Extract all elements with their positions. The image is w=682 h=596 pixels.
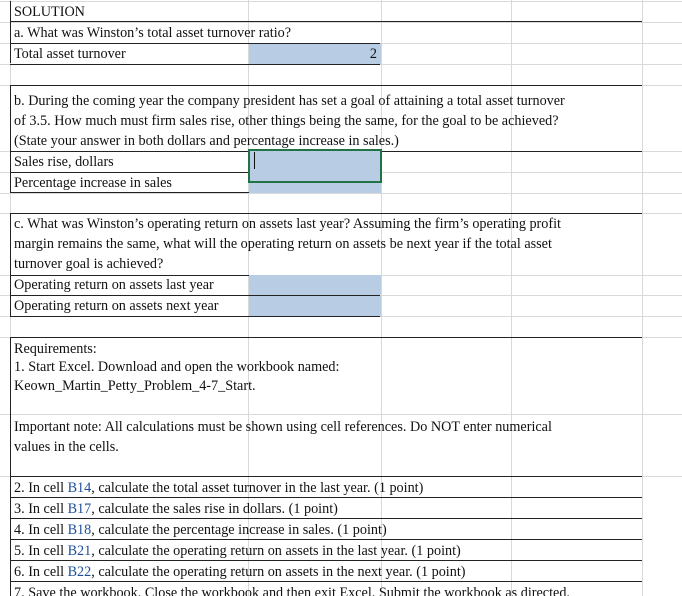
requirement-step-2 [14,478,423,498]
header-underline [10,21,642,22]
oroa-next-year-value [249,296,381,316]
oroa-last-year-value [249,275,381,295]
requirement-step-5 [14,541,461,561]
border-row [10,64,380,65]
solution-header: SOLUTION [14,4,85,20]
cell-reference: B17 [67,501,92,517]
gridline-row [0,193,682,194]
sales-rise-value [249,152,381,172]
oroa-next-year-label: Operating return on assets next year [14,298,219,314]
total-asset-turnover-value: 2 [369,46,377,62]
border-left-b [10,85,11,192]
gridline-col-c-left [381,0,382,596]
step-prefix: 2. In cell [14,480,68,496]
border-left-a [10,1,11,63]
step-suffix: , calculate the operating return on assets in the next year. (1 point) [91,564,466,580]
part-b-line-1: b. During the coming year the company president has set a goal of attaining a total asset turnover [14,93,565,109]
part-c-line-1: c. What was Winston’s operating return on assets last year? Assuming the firm’s operating profit [14,216,561,232]
cell-reference: B22 [67,564,92,580]
cell-reference: B18 [67,522,92,538]
part-b-line-2: of 3.5. How much must firm sales rise, other things being the same, for the goal to be achieved? [14,113,559,129]
pct-increase-value [249,173,381,193]
border-row [10,337,642,338]
pct-increase-label: Percentage increase in sales [14,175,172,191]
part-c-line-2: margin remains the same, what will the operating return on assets be next year if the total asset [14,236,552,252]
gridline-col-d-left [511,0,512,596]
important-note-line-2: values in the cells. [14,439,119,455]
border-row [10,316,380,317]
requirement-step-6 [14,562,466,582]
border-left-req [10,337,11,596]
gridline-col-e-left [642,0,643,596]
gridline-row [0,414,682,415]
step-suffix: , calculate the operating return on assets in the last year. (1 point) [91,543,461,559]
step-suffix: , calculate the sales rise in dollars. (1 point) [91,501,338,517]
part-c-line-3: turnover goal is achieved? [14,256,164,272]
requirements-title: Requirements: [14,341,97,357]
part-a-question: a. What was Winston’s total asset turnover ratio? [14,25,292,41]
requirement-step-3 [14,499,338,519]
border-left-c [10,213,11,316]
requirement-step-7: 7. Save the workbook. Close the workbook and then exit Excel. Submit the workbook as directed. [14,585,570,596]
step-prefix: 3. In cell [14,501,68,517]
workbook-name: Keown_Martin_Petty_Problem_4-7_Start. [14,378,256,394]
cell-reference: B14 [67,480,92,496]
total-asset-turnover-label: Total asset turnover [14,46,126,62]
step-prefix: 4. In cell [14,522,68,538]
cell-reference: B21 [67,543,92,559]
important-note-line-1: Important note: All calculations must be shown using cell references. Do NOT enter numerical [14,419,552,435]
step-suffix: , calculate the total asset turnover in the last year. (1 point) [91,480,424,496]
step-suffix: , calculate the percentage increase in sales. (1 point) [91,522,387,538]
step-prefix: 5. In cell [14,543,68,559]
oroa-last-year-label: Operating return on assets last year [14,277,214,293]
gridline-row [0,1,682,2]
text-cursor [254,152,255,169]
requirement-step-4 [14,520,387,540]
sales-rise-label: Sales rise, dollars [14,154,114,170]
border-row [10,476,642,477]
step-prefix: 6. In cell [14,564,68,580]
part-b-line-3: (State your answer in both dollars and percentage increase in sales.) [14,133,399,149]
requirement-step-1: 1. Start Excel. Download and open the workbook named: [14,359,340,375]
border-row [10,85,642,86]
